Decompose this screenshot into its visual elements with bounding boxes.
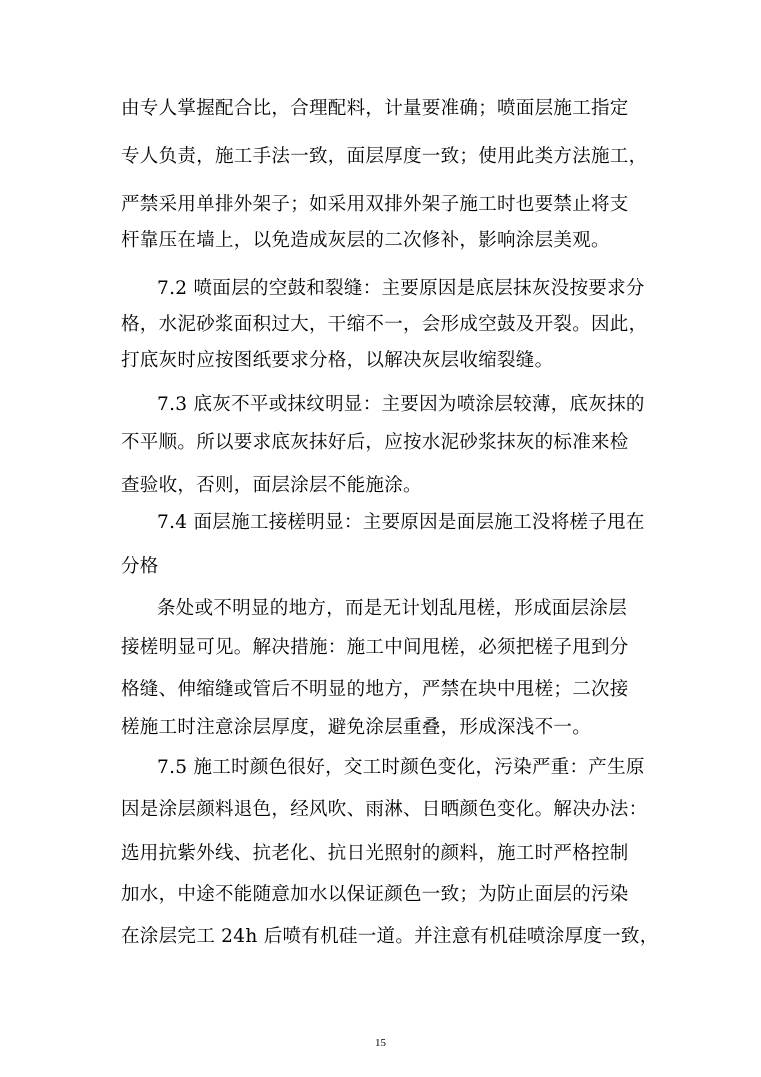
section-heading-7-4: 7.4 面层施工接槎明显：主要原因是面层施工没将槎子甩在 bbox=[157, 512, 645, 533]
text-line: 因是涂层颜料退色，经风吹、雨淋、日晒颜色变化。解决办法： bbox=[121, 799, 648, 820]
text-line: 格缝、伸缩缝或管后不明显的地方，严禁在块中甩槎；二次接 bbox=[121, 679, 629, 700]
text-line: 在涂层完工 24h 后喷有机硅一道。并注意有机硅喷涂厚度一致， bbox=[121, 926, 659, 947]
text-line: 加水，中途不能随意加水以保证颜色一致；为防止面层的污染 bbox=[121, 884, 629, 905]
text-line: 选用抗紫外线、抗老化、抗日光照射的颜料，施工时严格控制 bbox=[121, 843, 629, 864]
text-line: 严禁采用单排外架子；如采用双排外架子施工时也要禁止将支 bbox=[121, 194, 629, 215]
text-line: 打底灰时应按图纸要求分格，以解决灰层收缩裂缝。 bbox=[121, 350, 554, 371]
text-line: 格，水泥砂浆面积过大，干缩不一，会形成空鼓及开裂。因此， bbox=[121, 314, 648, 335]
text-line: 专人负责，施工手法一致，面层厚度一致；使用此类方法施工， bbox=[121, 146, 648, 167]
page-number: 15 bbox=[375, 1037, 386, 1049]
section-heading-7-2: 7.2 喷面层的空鼓和裂缝：主要原因是底层抹灰没按要求分 bbox=[157, 278, 645, 299]
section-heading-7-5: 7.5 施工时颜色很好，交工时颜色变化，污染严重：产生原 bbox=[157, 757, 645, 778]
text-line: 槎施工时注意涂层厚度，避免涂层重叠，形成深浅不一。 bbox=[121, 717, 592, 738]
section-heading-7-3: 7.3 底灰不平或抹纹明显：主要因为喷涂层较薄，底灰抹的 bbox=[157, 394, 645, 415]
text-line: 接槎明显可见。解决措施：施工中间甩槎，必须把槎子甩到分 bbox=[121, 637, 629, 658]
text-line: 分格 bbox=[121, 556, 159, 577]
text-line: 由专人掌握配合比，合理配料，计量要准确；喷面层施工指定 bbox=[121, 98, 629, 119]
text-line: 杆靠压在墙上，以免造成灰层的二次修补，影响涂层美观。 bbox=[121, 230, 610, 251]
text-line: 条处或不明显的地方，而是无计划乱甩槎，形成面层涂层 bbox=[157, 598, 628, 619]
text-line: 不平顺。所以要求底灰抹好后，应按水泥砂浆抹灰的标准来检 bbox=[121, 432, 629, 453]
text-line: 查验收，否则，面层涂层不能施涂。 bbox=[121, 475, 422, 496]
